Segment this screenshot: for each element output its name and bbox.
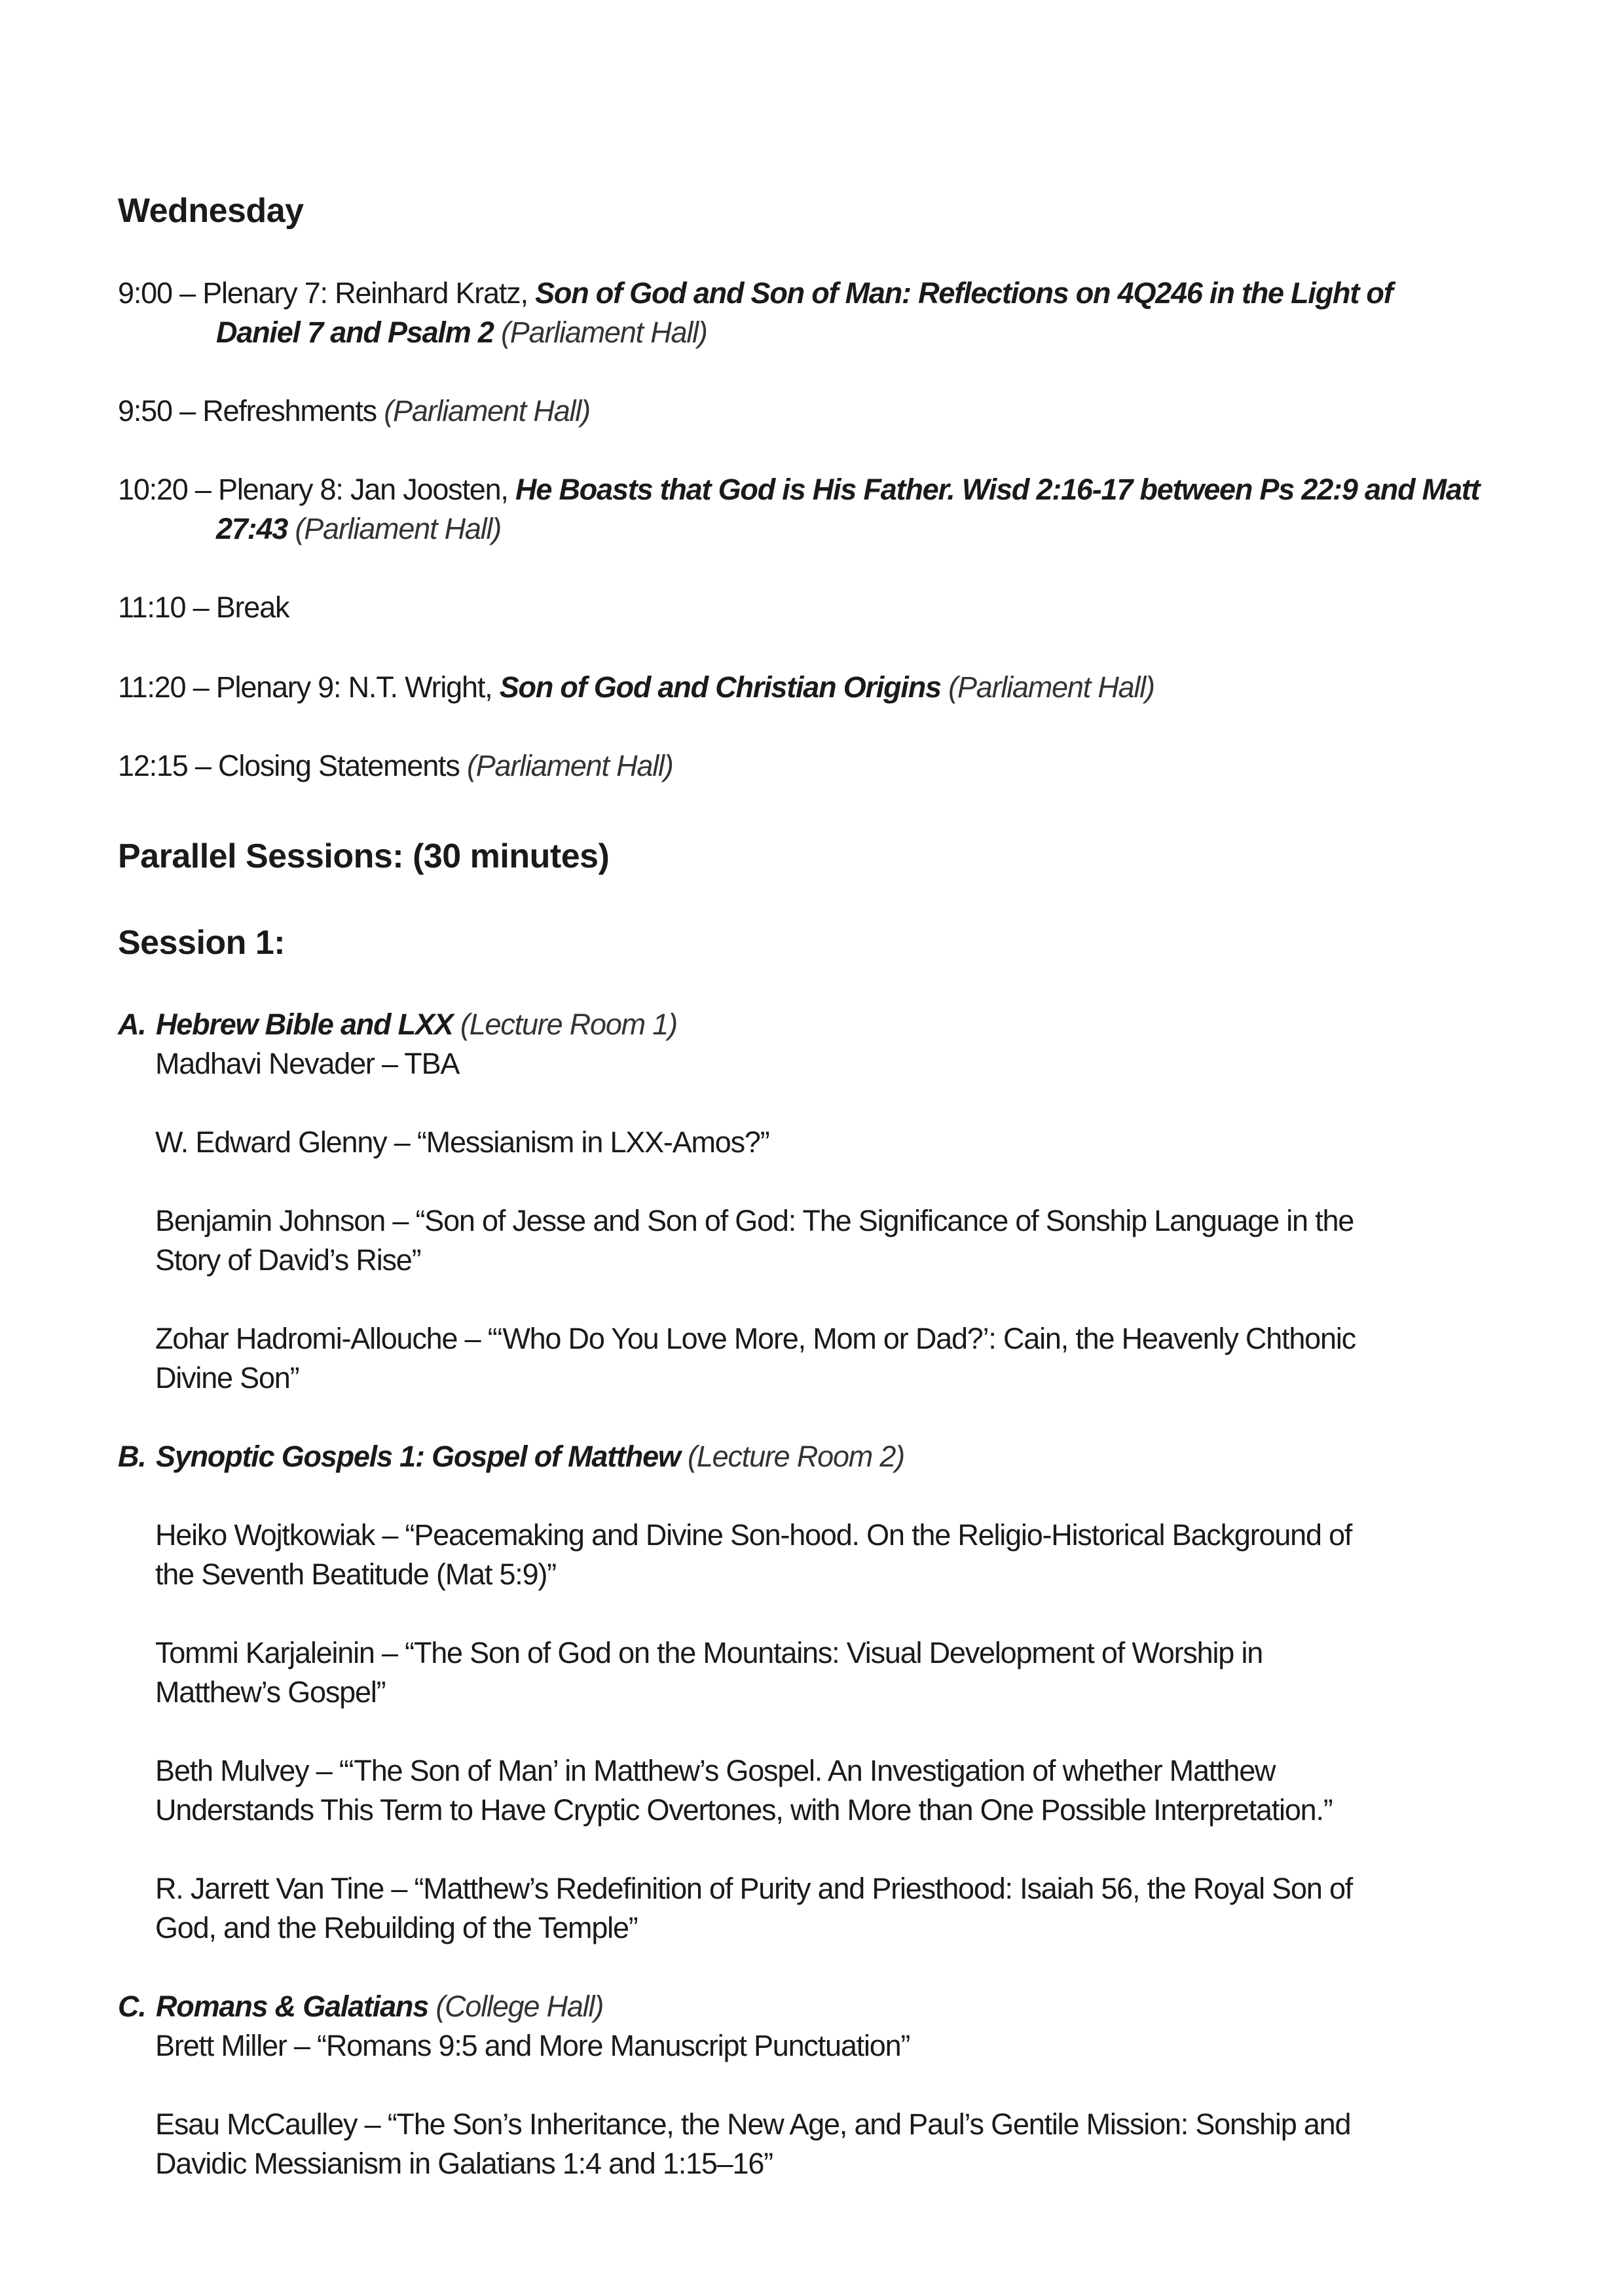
- location: (Parliament Hall): [501, 316, 707, 349]
- schedule-time-speaker: 10:20 – Plenary 8: Jan Joosten,: [118, 473, 516, 506]
- location: (Parliament Hall): [948, 670, 1154, 704]
- track-title: Hebrew Bible and LXX: [156, 1008, 453, 1041]
- schedule-item-plenary-8-cont: [216, 509, 501, 549]
- schedule-text: 12:15 – Closing Statements: [118, 749, 467, 782]
- talk-title-cont: 27:43: [216, 512, 288, 545]
- paper-item: R. Jarrett Van Tine – “Matthew’s Redefinition of Purity and Priesthood: Isaiah 56, the Royal Son of: [155, 1872, 1353, 1905]
- schedule-text: 11:10 – Break: [118, 591, 289, 624]
- talk-title-cont: Daniel 7 and Psalm 2: [216, 316, 494, 349]
- location: (Parliament Hall): [384, 394, 590, 428]
- track-title: Romans & Galatians: [156, 1990, 429, 2023]
- paper-item: Brett Miller – “Romans 9:5 and More Manuscript Punctuation”: [155, 2029, 910, 2062]
- track-letter: A.: [118, 1008, 146, 1041]
- track-b-heading: [118, 1437, 904, 1476]
- paper-item: Tommi Karjaleinin – “The Son of God on the Mountains: Visual Development of Worship in: [155, 1636, 1263, 1669]
- paper-item-cont: Understands This Term to Have Cryptic Overtones, with More than One Possible Interpretation.”: [155, 1793, 1333, 1827]
- paper-item-cont: God, and the Rebuilding of the Temple”: [155, 1911, 638, 1944]
- paper-item: Heiko Wojtkowiak – “Peacemaking and Divine Son-hood. On the Religio-Historical Background of: [155, 1518, 1352, 1552]
- talk-title: Son of God and Christian Origins: [499, 670, 941, 704]
- track-room: (Lecture Room 2): [688, 1440, 904, 1473]
- paper-item-cont: Story of David’s Rise”: [155, 1243, 421, 1277]
- track-letter: C.: [118, 1990, 146, 2023]
- paper-item-cont: Matthew’s Gospel”: [155, 1675, 386, 1709]
- schedule-item-plenary-8: [118, 470, 1479, 509]
- session-heading: Session 1:: [118, 924, 286, 962]
- track-room: (Lecture Room 1): [460, 1008, 677, 1041]
- track-letter: B.: [118, 1440, 146, 1473]
- paper-item: Esau McCaulley – “The Son’s Inheritance, the New Age, and Paul’s Gentile Mission: Sonship and: [155, 2107, 1351, 2141]
- paper-item: Zohar Hadromi-Allouche – “‘Who Do You Love More, Mom or Dad?’: Cain, the Heavenly Chthonic: [155, 1322, 1356, 1355]
- paper-item-cont: the Seventh Beatitude (Mat 5:9)”: [155, 1558, 556, 1591]
- paper-item: W. Edward Glenny – “Messianism in LXX-Amos?”: [155, 1125, 769, 1159]
- track-title: Synoptic Gospels 1: Gospel of Matthew: [156, 1440, 680, 1473]
- track-c-heading: [118, 1987, 603, 2026]
- schedule-time-speaker: 11:20 – Plenary 9: N.T. Wright,: [118, 670, 500, 704]
- schedule-item-plenary-7: [118, 274, 1392, 313]
- talk-title: He Boasts that God is His Father. Wisd 2:16-17 between Ps 22:9 and Matt: [515, 473, 1480, 506]
- schedule-item-refreshments: [118, 392, 590, 431]
- talk-title: Son of God and Son of Man: Reflections on 4Q246 in the Light of: [535, 276, 1393, 310]
- paper-item: Beth Mulvey – “‘The Son of Man’ in Matthew’s Gospel. An Investigation of whether Matthew: [155, 1754, 1276, 1787]
- schedule-time-speaker: 9:00 – Plenary 7: Reinhard Kratz,: [118, 276, 536, 310]
- location: (Parliament Hall): [295, 512, 502, 545]
- paper-item: Benjamin Johnson – “Son of Jesse and Son of God: The Significance of Sonship Language in the: [155, 1204, 1354, 1237]
- schedule-text: 9:50 – Refreshments: [118, 394, 384, 428]
- schedule-item-plenary-7-cont: [216, 313, 707, 352]
- track-a-heading: [118, 1005, 677, 1044]
- paper-item-cont: Divine Son”: [155, 1361, 299, 1394]
- track-room: (College Hall): [435, 1990, 604, 2023]
- schedule-item-break: [118, 588, 289, 627]
- schedule-item-closing: [118, 746, 673, 786]
- parallel-sessions-heading: Parallel Sessions: (30 minutes): [118, 837, 610, 875]
- paper-item: Madhavi Nevader – TBA: [155, 1047, 460, 1080]
- schedule-item-plenary-9: [118, 668, 1154, 707]
- paper-item-cont: Davidic Messianism in Galatians 1:4 and 1:15–16”: [155, 2147, 773, 2180]
- location: (Parliament Hall): [466, 749, 673, 782]
- day-heading: Wednesday: [118, 192, 304, 230]
